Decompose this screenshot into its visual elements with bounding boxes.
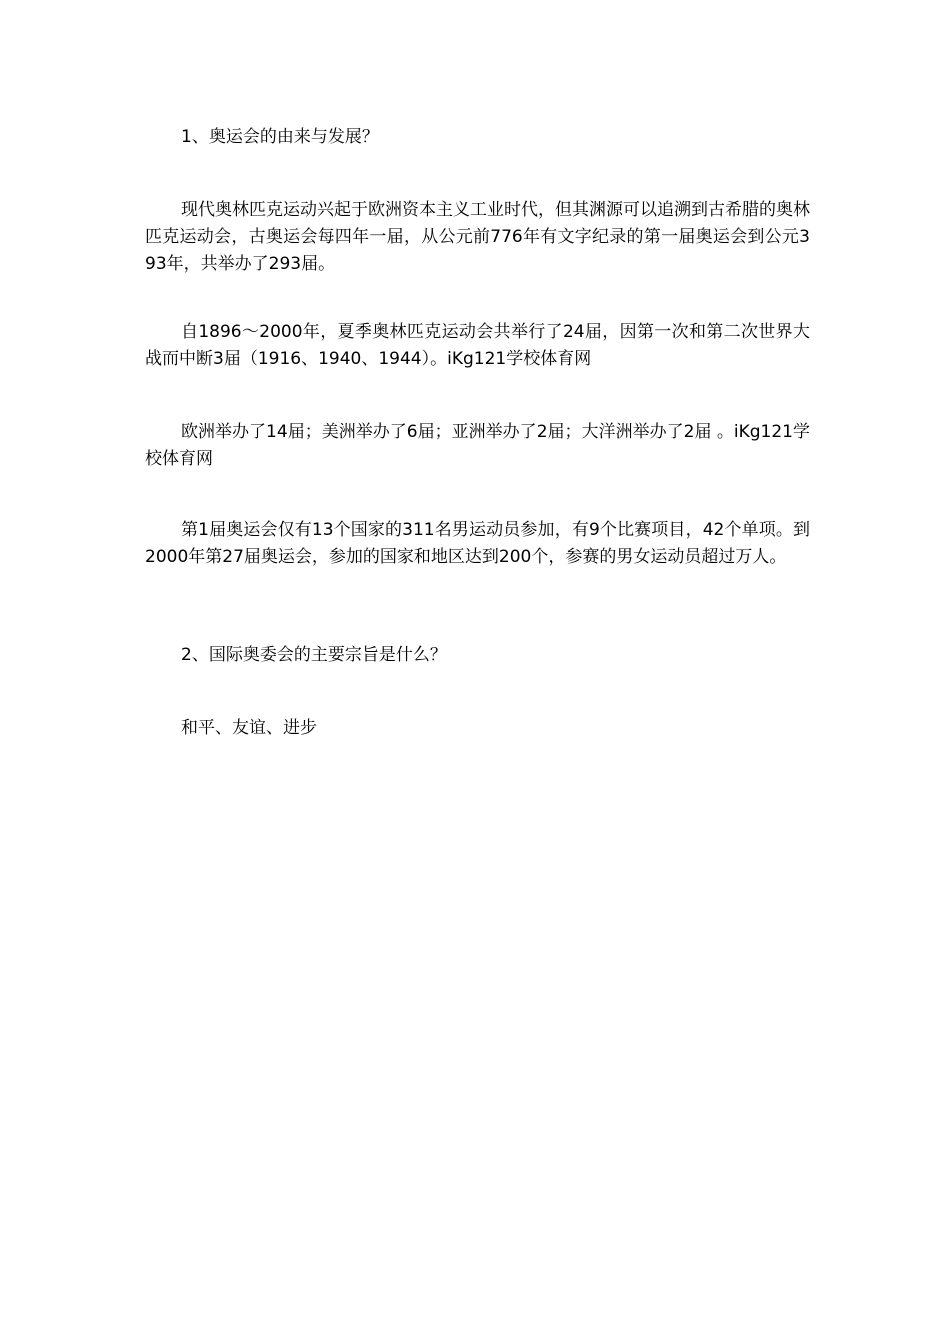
question-1-heading: 1、奥运会的由来与发展？ (181, 127, 379, 147)
paragraph-first-games: 第1届奥运会仅有13个国家的311名男运动员参加，有9个比赛项目，42个单项。到2000年第27届奥运会，参加的国家和地区达到200个，参赛的男女运动员超过万人。 (145, 520, 810, 567)
answer-2: 和平、友谊、进步 (181, 718, 317, 738)
paragraph-origin: 现代奥林匹克运动兴起于欧洲资本主义工业时代，但其渊源可以追溯到古希腊的奥林匹克运动会，古奥运会每四年一届，从公元前776年有文字纪录的第一届奥运会到公元393年，共举办了293届。 (145, 200, 810, 274)
question-2-heading: 2、国际奥委会的主要宗旨是什么？ (181, 645, 447, 665)
paragraph-summer-games: 自1896～2000年，夏季奥林匹克运动会共举行了24届，因第一次和第二次世界大战而中断3届（1916、1940、1944）。iKg121学校体育网 (145, 322, 810, 369)
paragraph-continents: 欧洲举办了14届；美洲举办了6届；亚洲举办了2届；大洋洲举办了2届 。iKg121学校体育网 (145, 422, 810, 469)
